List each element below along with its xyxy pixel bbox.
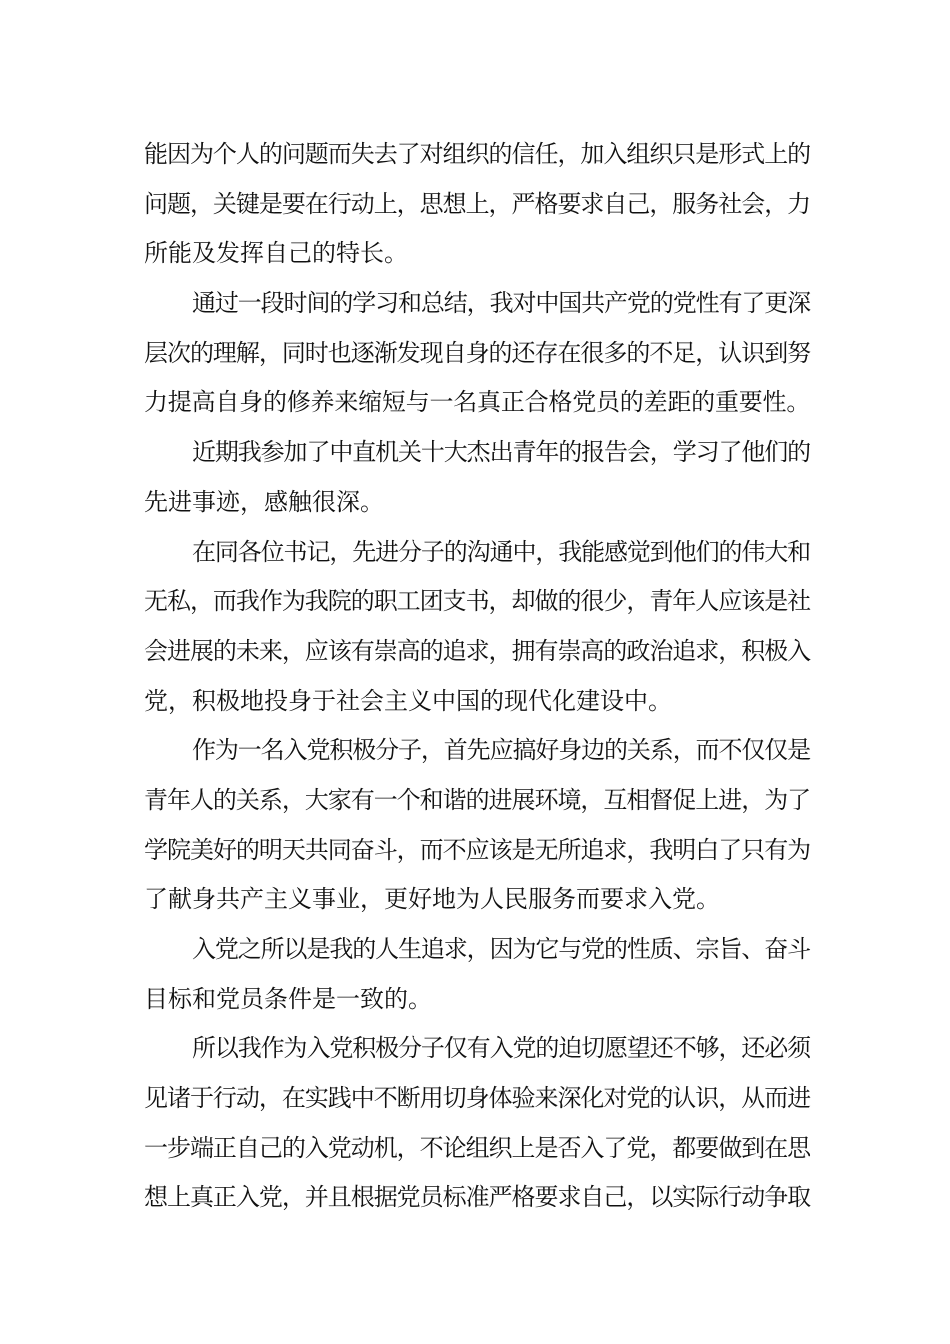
- text-line: 见诸于行动，在实践中不断用切身体验来深化对党的认识，从而进: [144, 1084, 811, 1113]
- text-line: 学院美好的明天共同奋斗，而不应该是无所追求，我明白了只有为: [144, 835, 811, 864]
- text-line: 先进事迹，感触很深。: [144, 487, 384, 516]
- text-line: 所能及发挥自己的特长。: [144, 239, 408, 268]
- paragraph-first-line: 作为一名入党积极分子，首先应搞好身边的关系，而不仅仅是: [192, 736, 811, 765]
- text-line: 无私，而我作为我院的职工团支书，却做的很少，青年人应该是社: [144, 587, 811, 616]
- text-line: 问题，关键是要在行动上，思想上，严格要求自己，服务社会，力: [144, 189, 811, 218]
- text-line: 层次的理解，同时也逐渐发现自身的还存在很多的不足，认识到努: [144, 338, 811, 367]
- text-line: 青年人的关系，大家有一个和谐的进展环境，互相督促上进，为了: [144, 785, 811, 814]
- paragraph-first-line: 近期我参加了中直机关十大杰出青年的报告会，学习了他们的: [192, 438, 811, 467]
- text-line: 目标和党员条件是一致的。: [144, 984, 432, 1013]
- paragraph-first-line: 在同各位书记，先进分子的沟通中，我能感觉到他们的伟大和: [192, 537, 811, 566]
- text-line: 了献身共产主义事业，更好地为人民服务而要求入党。: [144, 885, 720, 914]
- text-line: 一步端正自己的入党动机，不论组织上是否入了党，都要做到在思: [144, 1133, 811, 1162]
- text-line: 想上真正入党，并且根据党员标准严格要求自己，以实际行动争取: [144, 1183, 811, 1212]
- text-line: 能因为个人的问题而失去了对组织的信任，加入组织只是形式上的: [144, 140, 811, 168]
- body-text: [144, 130, 810, 1223]
- paragraph-first-line: 通过一段时间的学习和总结，我对中国共产党的党性有了更深: [192, 289, 811, 318]
- paragraph-first-line: 所以我作为入党积极分子仅有入党的迫切愿望还不够，还必须: [192, 1034, 811, 1063]
- text-line: 力提高自身的修养来缩短与一名真正合格党员的差距的重要性。: [144, 388, 811, 417]
- text-line: 党，积极地投身于社会主义中国的现代化建设中。: [144, 686, 672, 715]
- text-line: 会进展的未来，应该有崇高的追求，拥有崇高的政治追求，积极入: [144, 636, 811, 665]
- paragraph-first-line: 入党之所以是我的人生追求，因为它与党的性质、宗旨、奋斗: [192, 935, 811, 963]
